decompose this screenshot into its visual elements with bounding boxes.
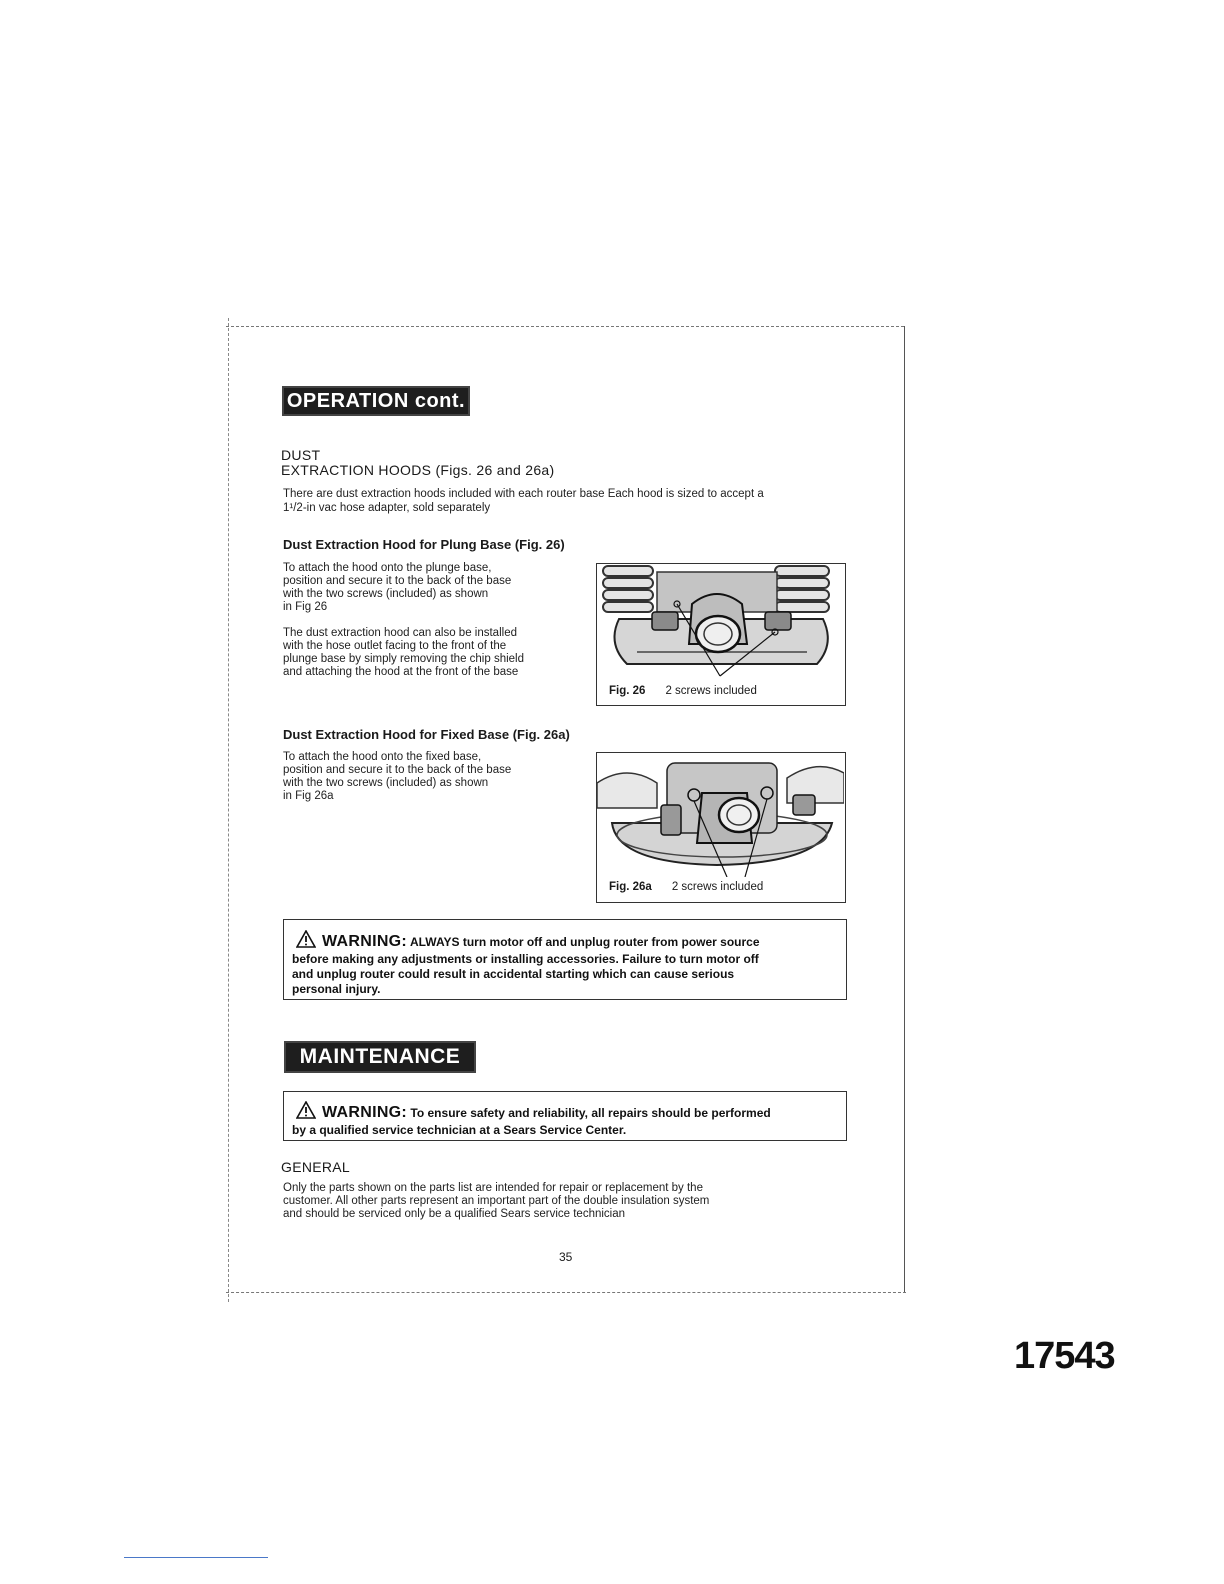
text-line: position and secure it to the back of the base	[283, 575, 512, 587]
general-paragraph	[283, 1182, 843, 1221]
plunge-paragraph-1	[283, 562, 583, 614]
text-line: customer. All other parts represent an important part of the double insulation system	[283, 1195, 710, 1207]
figure-26a-label: Fig. 26a	[609, 881, 652, 893]
dust-intro-line2: 1¹/2-in vac hose adapter, sold separately	[283, 502, 491, 514]
plunge-subheading: Dust Extraction Hood for Plung Base (Fig. 26)	[283, 537, 565, 552]
text-line: and attaching the hood at the front of the base	[283, 666, 519, 678]
warning-box-maintenance	[283, 1091, 847, 1141]
figure-26a	[596, 752, 846, 903]
warning-2-line: To ensure safety and reliability, all repairs should be performed	[410, 1106, 771, 1120]
text-line: in Fig 26	[283, 601, 328, 613]
figure-26-label: Fig. 26	[609, 685, 646, 697]
dust-heading-line1: DUST	[281, 447, 321, 463]
warning-1-line: ALWAYS turn motor off and unplug router from power source	[409, 935, 760, 949]
text-line: in Fig 26a	[283, 790, 334, 802]
document-number: 17543	[1014, 1335, 1115, 1377]
text-line: To attach the hood onto the fixed base,	[283, 751, 482, 763]
warning-2-line: by a qualified service technician at a Sears Service Center.	[292, 1123, 627, 1137]
text-line: with the two screws (included) as shown	[283, 588, 489, 600]
page-frame-left	[228, 318, 229, 1302]
text-line: To attach the hood onto the plunge base,	[283, 562, 492, 574]
warning-1-line: before making any adjustments or installing accessories. Failure to turn motor off	[292, 952, 759, 966]
figure-26a-caption	[609, 881, 763, 893]
figure-26-note: 2 screws included	[665, 685, 757, 697]
maintenance-banner: MAINTENANCE	[284, 1041, 476, 1073]
warning-triangle-icon	[296, 1101, 316, 1123]
text-line: plunge base by simply removing the chip shield	[283, 653, 524, 665]
fixed-paragraph	[283, 751, 583, 803]
warning-1-word: WARNING:	[322, 933, 408, 950]
page-frame-bottom	[226, 1292, 906, 1293]
text-line: with the two screws (included) as shown	[283, 777, 489, 789]
general-heading: GENERAL	[281, 1159, 351, 1175]
fixed-base-illustration	[597, 753, 844, 877]
warning-2-word: WARNING:	[322, 1104, 408, 1121]
fixed-subheading: Dust Extraction Hood for Fixed Base (Fig. 26a)	[283, 727, 570, 742]
page-frame-top	[226, 326, 904, 327]
page-number: 35	[559, 1250, 573, 1264]
warning-1-line: and unplug router could result in accidental starting which can cause serious	[292, 967, 735, 981]
dust-intro-line1: There are dust extraction hoods included with each router base Each hood is sized to accept a	[283, 488, 764, 500]
text-line: position and secure it to the back of the base	[283, 764, 512, 776]
bottom-link-underline[interactable]	[124, 1557, 268, 1558]
figure-26-caption	[609, 685, 757, 697]
text-line: and should be serviced only be a qualified Sears service technician	[283, 1208, 626, 1220]
page-frame-right	[904, 326, 905, 1292]
plunge-paragraph-2	[283, 627, 583, 679]
text-line: The dust extraction hood can also be installed	[283, 627, 517, 639]
text-line: with the hose outlet facing to the front of the	[283, 640, 507, 652]
warning-box-operation	[283, 919, 847, 1000]
warning-triangle-icon	[296, 930, 316, 952]
warning-1-line: personal injury.	[292, 982, 381, 996]
figure-26a-note: 2 screws included	[671, 881, 764, 893]
text-line: Only the parts shown on the parts list are intended for repair or replacement by the	[283, 1182, 703, 1194]
operation-banner: OPERATION cont.	[282, 386, 470, 416]
dust-heading-line2: EXTRACTION HOODS (Figs. 26 and 26a)	[281, 462, 555, 478]
figure-26	[596, 563, 846, 706]
plunge-base-illustration	[597, 564, 844, 682]
